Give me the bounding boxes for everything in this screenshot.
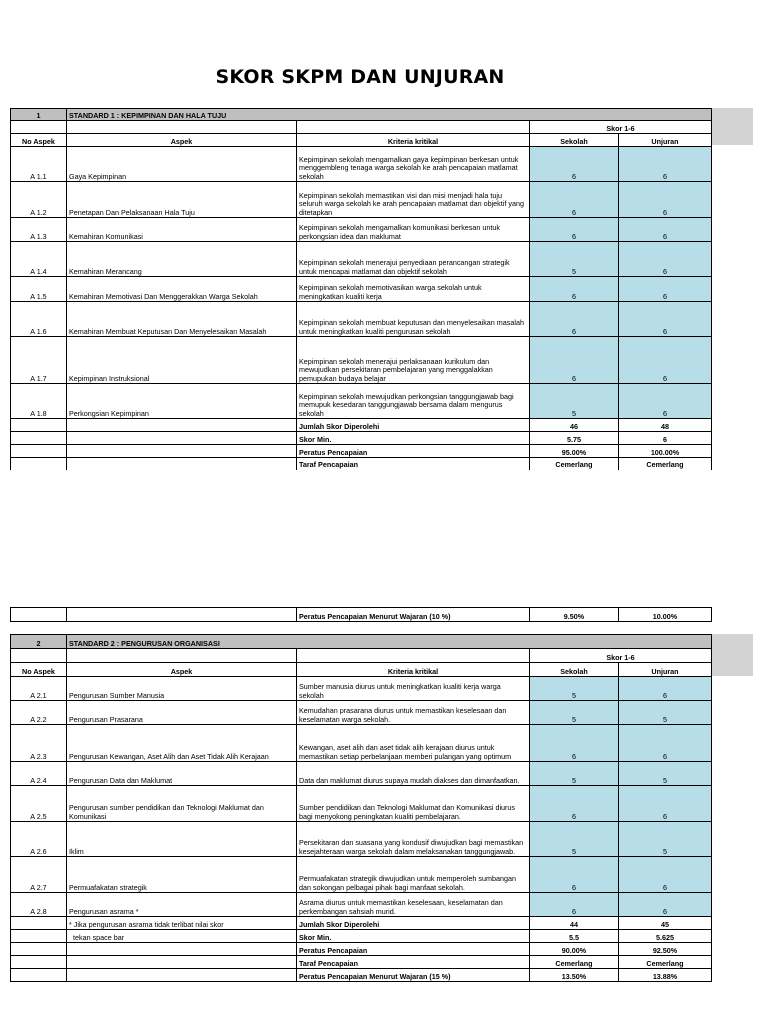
summary-sekolah: Cemerlang — [530, 458, 619, 470]
score-unjuran-input[interactable]: 6 — [619, 218, 712, 242]
row-kriteria: Kepimpinan sekolah mengamalkan komunikasi berkesan untuk perkongsian idea dan maklumat — [297, 218, 530, 242]
row-aspek: Pengurusan Data dan Maklumat — [67, 762, 297, 786]
row-no: A 1.5 — [11, 277, 67, 302]
score-sekolah-input[interactable]: 5 — [530, 677, 619, 701]
row-no: A 1.3 — [11, 218, 67, 242]
row-aspek: Kemahiran Komunikasi — [67, 218, 297, 242]
row-aspek: Kemahiran Memotivasi Dan Menggerakkan Warga Sekolah — [67, 277, 297, 302]
blank-cell — [67, 445, 297, 458]
score-sekolah-input[interactable]: 6 — [530, 725, 619, 762]
row-no: A 1.8 — [11, 384, 67, 419]
col-aspek: Aspek — [67, 663, 297, 677]
row-aspek: Kemahiran Merancang — [67, 242, 297, 277]
score-unjuran-input[interactable]: 6 — [619, 277, 712, 302]
summary-row — [11, 930, 712, 943]
summary-sekolah: 13.50% — [530, 969, 619, 982]
row-kriteria: Kepimpinan sekolah mengamalkan gaya kepimpinan berkesan untuk menggembleng tenaga warga sekolah ke arah pencapaian matlamat sekolah — [297, 147, 530, 182]
score-sekolah-input[interactable]: 5 — [530, 384, 619, 419]
column-header-row — [11, 663, 712, 677]
note-asrama: * Jika pengurusan asrama tidak terlibat nilai skor — [67, 917, 297, 930]
row-aspek: Gaya Kepimpinan — [67, 147, 297, 182]
row-aspek: Perkongsian Kepimpinan — [67, 384, 297, 419]
col-kriteria: Kriteria kritikal — [297, 663, 530, 677]
skor-header: Skor 1-6 — [530, 121, 712, 134]
blank-cell — [67, 121, 297, 134]
summary-sekolah: 46 — [530, 419, 619, 432]
summary-sekolah: 90.00% — [530, 943, 619, 956]
summary-unjuran: Cemerlang — [619, 458, 712, 470]
summary-row — [11, 608, 712, 622]
table-row — [11, 857, 712, 893]
summary-sekolah: Cemerlang — [530, 956, 619, 969]
table-row — [11, 893, 712, 917]
row-aspek: Pengurusan Kewangan, Aset Alih dan Aset Tidak Alih Kerajaan — [67, 725, 297, 762]
summary-sekolah: 95.00% — [530, 445, 619, 458]
score-unjuran-input[interactable]: 5 — [619, 822, 712, 857]
score-unjuran-input[interactable]: 6 — [619, 302, 712, 337]
summary-label: Jumlah Skor Diperolehi — [297, 917, 530, 930]
score-sekolah-input[interactable]: 6 — [530, 786, 619, 822]
row-aspek: Pengurusan sumber pendidikan dan Teknologi Maklumat dan Komunikasi — [67, 786, 297, 822]
row-kriteria: Data dan maklumat diurus supaya mudah diakses dan dimanfaatkan. — [297, 762, 530, 786]
score-unjuran-input[interactable]: 6 — [619, 725, 712, 762]
blank-cell — [11, 608, 67, 622]
col-unjuran: Unjuran — [619, 663, 712, 677]
blank-cell — [11, 432, 67, 445]
summary-row — [11, 969, 712, 982]
skor-header: Skor 1-6 — [530, 649, 712, 663]
blank-cell — [11, 419, 67, 432]
score-unjuran-input[interactable]: 6 — [619, 857, 712, 893]
blank-cell — [67, 432, 297, 445]
summary-label: Taraf Pencapaian — [297, 458, 530, 470]
blank-cell — [67, 943, 297, 956]
summary-row — [11, 956, 712, 969]
table-row — [11, 762, 712, 786]
score-sekolah-input[interactable]: 5 — [530, 822, 619, 857]
table-row — [11, 677, 712, 701]
table-row — [11, 725, 712, 762]
summary-unjuran: 45 — [619, 917, 712, 930]
blank-cell — [11, 943, 67, 956]
blank-cell — [11, 917, 67, 930]
score-sekolah-input[interactable]: 6 — [530, 147, 619, 182]
row-aspek: Penetapan Dan Pelaksanaan Hala Tuju — [67, 182, 297, 218]
row-no: A 1.2 — [11, 182, 67, 218]
page-title: SKOR SKPM DAN UNJURAN — [215, 66, 505, 88]
score-sekolah-input[interactable]: 5 — [530, 242, 619, 277]
col-aspek: Aspek — [67, 134, 297, 147]
table-row — [11, 277, 712, 302]
score-unjuran-input[interactable]: 5 — [619, 701, 712, 725]
summary-label: Peratus Pencapaian Menurut Wajaran (15 %) — [297, 969, 530, 982]
row-kriteria: Sumber pendidikan dan Teknologi Maklumat dan Komunikasi diurus bagi menyokong peningkatan kualiti pembelajaran. — [297, 786, 530, 822]
table-row — [11, 822, 712, 857]
score-sekolah-input[interactable]: 5 — [530, 701, 619, 725]
blank-cell — [297, 649, 530, 663]
row-no: A 2.1 — [11, 677, 67, 701]
row-no: A 2.2 — [11, 701, 67, 725]
score-unjuran-input[interactable]: 6 — [619, 893, 712, 917]
column-header-row — [11, 134, 712, 147]
score-unjuran-input[interactable]: 6 — [619, 337, 712, 384]
table-row — [11, 242, 712, 277]
summary-label: Jumlah Skor Diperolehi — [297, 419, 530, 432]
blank-cell — [67, 956, 297, 969]
score-sekolah-input[interactable]: 6 — [530, 857, 619, 893]
summary-label: Peratus Pencapaian Menurut Wajaran (10 %) — [297, 608, 530, 622]
summary-sekolah: 9.50% — [530, 608, 619, 622]
score-unjuran-input[interactable]: 6 — [619, 786, 712, 822]
score-sekolah-input[interactable]: 6 — [530, 182, 619, 218]
summary-unjuran: 10.00% — [619, 608, 712, 622]
row-no: A 2.6 — [11, 822, 67, 857]
row-kriteria: Persekitaran dan suasana yang kondusif diwujudkan bagi memastikan kesejahteraan warga sekolah dalam melaksanakan tanggungjawab. — [297, 822, 530, 857]
row-kriteria: Permuafakatan strategik diwujudkan untuk memperoleh sumbangan dan sokongan pelbagai pihak bagi manfaat sekolah. — [297, 857, 530, 893]
summary-label: Skor Min. — [297, 432, 530, 445]
col-no-aspek: No Aspek — [11, 134, 67, 147]
blank-cell — [67, 608, 297, 622]
standard-header-row — [11, 635, 712, 649]
summary-row — [11, 943, 712, 956]
summary-unjuran: 6 — [619, 432, 712, 445]
summary-label: Skor Min. — [297, 930, 530, 943]
table-row — [11, 218, 712, 242]
row-kriteria: Sumber manusia diurus untuk meningkatkan kualiti kerja warga sekolah — [297, 677, 530, 701]
score-unjuran-input[interactable]: 6 — [619, 182, 712, 218]
blank-cell — [11, 930, 67, 943]
summary-unjuran: 5.625 — [619, 930, 712, 943]
blank-cell — [11, 969, 67, 982]
table-row — [11, 786, 712, 822]
row-kriteria: Kepimpinan sekolah mewujudkan perkongsian tanggungjawab bagi memupuk kesedaran tanggungjawab bersama dalam mengurus sekolah — [297, 384, 530, 419]
table-row — [11, 147, 712, 182]
summary-unjuran: 100.00% — [619, 445, 712, 458]
table-row — [11, 337, 712, 384]
blank-cell — [67, 419, 297, 432]
row-kriteria: Kepimpinan sekolah memotivasikan warga sekolah untuk meningkatkan kualiti kerja — [297, 277, 530, 302]
row-no: A 2.8 — [11, 893, 67, 917]
score-unjuran-input[interactable]: 6 — [619, 242, 712, 277]
score-sekolah-input[interactable]: 6 — [530, 893, 619, 917]
standard2-table — [10, 634, 712, 982]
summary-row — [11, 917, 712, 930]
col-sekolah: Sekolah — [530, 663, 619, 677]
side-header-shade — [711, 108, 753, 145]
standard1-table — [10, 108, 712, 470]
row-aspek: Permuafakatan strategik — [67, 857, 297, 893]
summary-sekolah: 5.5 — [530, 930, 619, 943]
score-unjuran-input[interactable]: 6 — [619, 147, 712, 182]
row-kriteria: Kepimpinan sekolah menerajui penyediaan perancangan strategik untuk mencapai matlamat dan objektif sekolah — [297, 242, 530, 277]
row-aspek: Pengurusan asrama * — [67, 893, 297, 917]
table-row — [11, 701, 712, 725]
summary-row — [11, 432, 712, 445]
score-sekolah-input[interactable]: 6 — [530, 302, 619, 337]
summary-row — [11, 445, 712, 458]
blank-cell — [67, 969, 297, 982]
score-unjuran-input[interactable]: 6 — [619, 677, 712, 701]
summary-label: Peratus Pencapaian — [297, 943, 530, 956]
row-no: A 2.5 — [11, 786, 67, 822]
summary-label: Peratus Pencapaian — [297, 445, 530, 458]
standard-number: 2 — [11, 635, 67, 649]
summary-sekolah: 44 — [530, 917, 619, 930]
summary-unjuran: 92.50% — [619, 943, 712, 956]
row-kriteria: Kepimpinan sekolah menerajui perlaksanaan kurikulum dan mewujudkan persekitaran pembelajaran yang menggalakkan pemupukan budaya belajar — [297, 337, 530, 384]
summary-row — [11, 419, 712, 432]
row-kriteria: Kewangan, aset alih dan aset tidak alih kerajaan diurus untuk memastikan setiap perbelanjaan memberi pulangan yang optimum — [297, 725, 530, 762]
summary-row — [11, 458, 712, 470]
row-aspek: Pengurusan Prasarana — [67, 701, 297, 725]
table-row — [11, 302, 712, 337]
row-kriteria: Kepimpinan sekolah memastikan visi dan misi menjadi hala tuju seluruh warga sekolah ke arah pencapaian matlamat dan objektif yang ditetapkan — [297, 182, 530, 218]
col-unjuran: Unjuran — [619, 134, 712, 147]
note-space-bar: tekan space bar — [67, 930, 297, 943]
blank-cell — [11, 649, 67, 663]
row-no: A 2.3 — [11, 725, 67, 762]
row-no: A 1.7 — [11, 337, 67, 384]
row-no: A 2.4 — [11, 762, 67, 786]
row-aspek: Pengurusan Sumber Manusia — [67, 677, 297, 701]
summary-unjuran: 13.88% — [619, 969, 712, 982]
standard-title: STANDARD 2 : PENGURUSAN ORGANISASI — [67, 635, 712, 649]
col-sekolah: Sekolah — [530, 134, 619, 147]
row-kriteria: Asrama diurus untuk memastikan keselesaan, keselamatan dan perkembangan sahsiah murid. — [297, 893, 530, 917]
score-sekolah-input[interactable]: 6 — [530, 277, 619, 302]
blank-cell — [11, 956, 67, 969]
blank-cell — [11, 445, 67, 458]
summary-sekolah: 5.75 — [530, 432, 619, 445]
score-sekolah-input[interactable]: 6 — [530, 218, 619, 242]
standard1-wajaran-table — [10, 607, 712, 622]
score-unjuran-input[interactable]: 5 — [619, 762, 712, 786]
row-kriteria: Kepimpinan sekolah membuat keputusan dan menyelesaikan masalah untuk meningkatkan kualiti pengurusan sekolah — [297, 302, 530, 337]
table-row — [11, 384, 712, 419]
blank-cell — [11, 121, 67, 134]
row-aspek: Iklim — [67, 822, 297, 857]
blank-cell — [67, 649, 297, 663]
summary-label: Taraf Pencapaian — [297, 956, 530, 969]
score-unjuran-input[interactable]: 6 — [619, 384, 712, 419]
table-row — [11, 182, 712, 218]
standard-number: 1 — [11, 109, 67, 121]
row-aspek: Kepimpinan Instruksional — [67, 337, 297, 384]
row-kriteria: Kemudahan prasarana diurus untuk memastikan keselesaan dan keselamatan warga sekolah. — [297, 701, 530, 725]
row-no: A 1.1 — [11, 147, 67, 182]
blank-cell — [297, 121, 530, 134]
row-no: A 1.6 — [11, 302, 67, 337]
row-no: A 1.4 — [11, 242, 67, 277]
side-header-shade — [711, 634, 753, 676]
blank-cell — [67, 458, 297, 470]
row-aspek: Kemahiran Membuat Keputusan Dan Menyelesaikan Masalah — [67, 302, 297, 337]
summary-unjuran: 48 — [619, 419, 712, 432]
score-sekolah-input[interactable]: 6 — [530, 337, 619, 384]
summary-unjuran: Cemerlang — [619, 956, 712, 969]
row-no: A 2.7 — [11, 857, 67, 893]
standard-header-row — [11, 109, 712, 121]
standard-title: STANDARD 1 : KEPIMPINAN DAN HALA TUJU — [67, 109, 712, 121]
col-kriteria: Kriteria kritikal — [297, 134, 530, 147]
col-no-aspek: No Aspek — [11, 663, 67, 677]
score-sekolah-input[interactable]: 5 — [530, 762, 619, 786]
blank-cell — [11, 458, 67, 470]
